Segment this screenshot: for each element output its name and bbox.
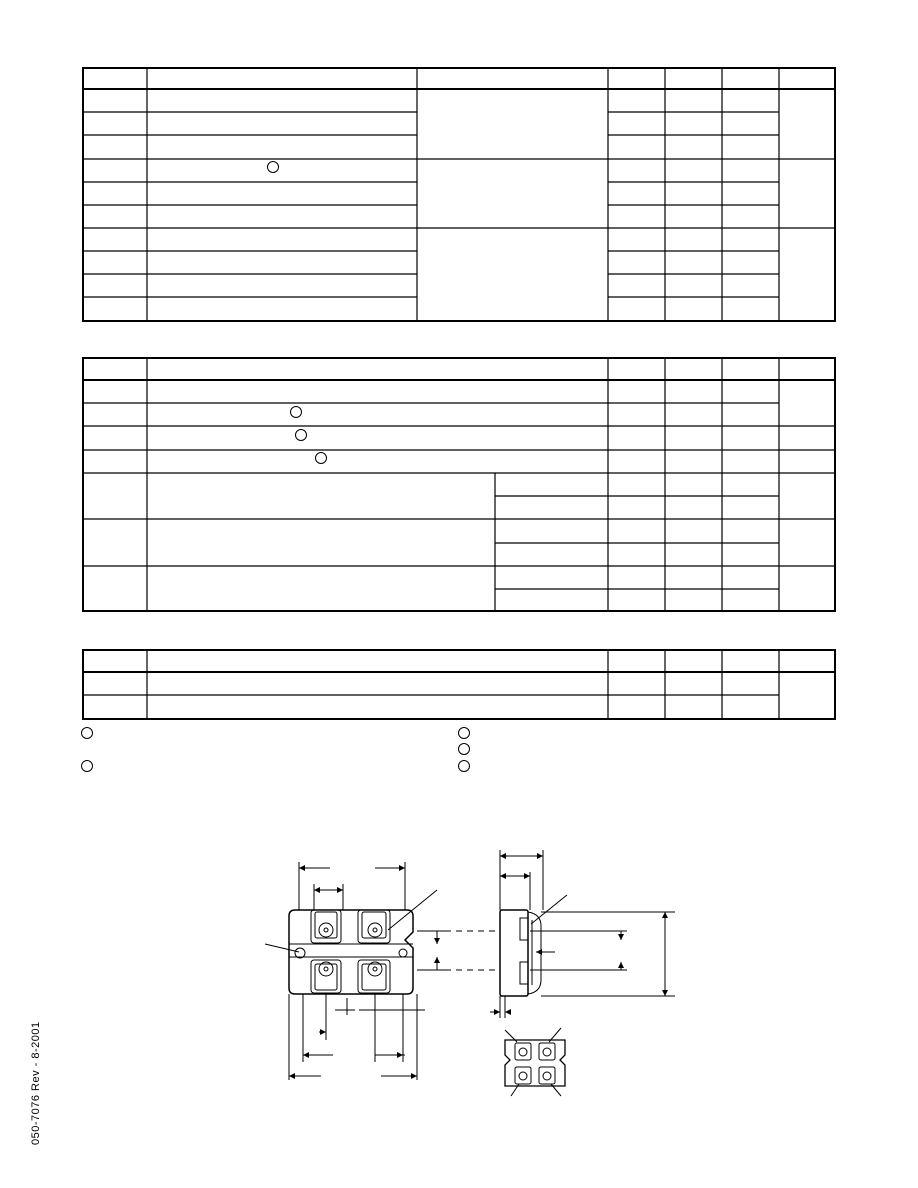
footnote-marker-1 xyxy=(81,727,93,739)
footnote-marker-5 xyxy=(458,760,470,772)
footnote-marker-4 xyxy=(458,743,470,755)
package-outline-svg xyxy=(255,840,695,1110)
package-outline-drawing xyxy=(255,840,695,1115)
characteristics-table-3 xyxy=(82,649,837,721)
footnote-marker-3 xyxy=(458,727,470,739)
characteristics-table-1 xyxy=(82,67,837,323)
table-1-grid xyxy=(82,67,837,323)
table-3-grid xyxy=(82,649,837,721)
characteristics-table-2 xyxy=(82,357,837,613)
note-ref-marker xyxy=(268,162,279,173)
footnote-marker-2 xyxy=(81,760,93,772)
revision-stamp: 050-7076 Rev - 8-2001 xyxy=(30,1021,42,1145)
table-2-grid xyxy=(82,357,837,613)
